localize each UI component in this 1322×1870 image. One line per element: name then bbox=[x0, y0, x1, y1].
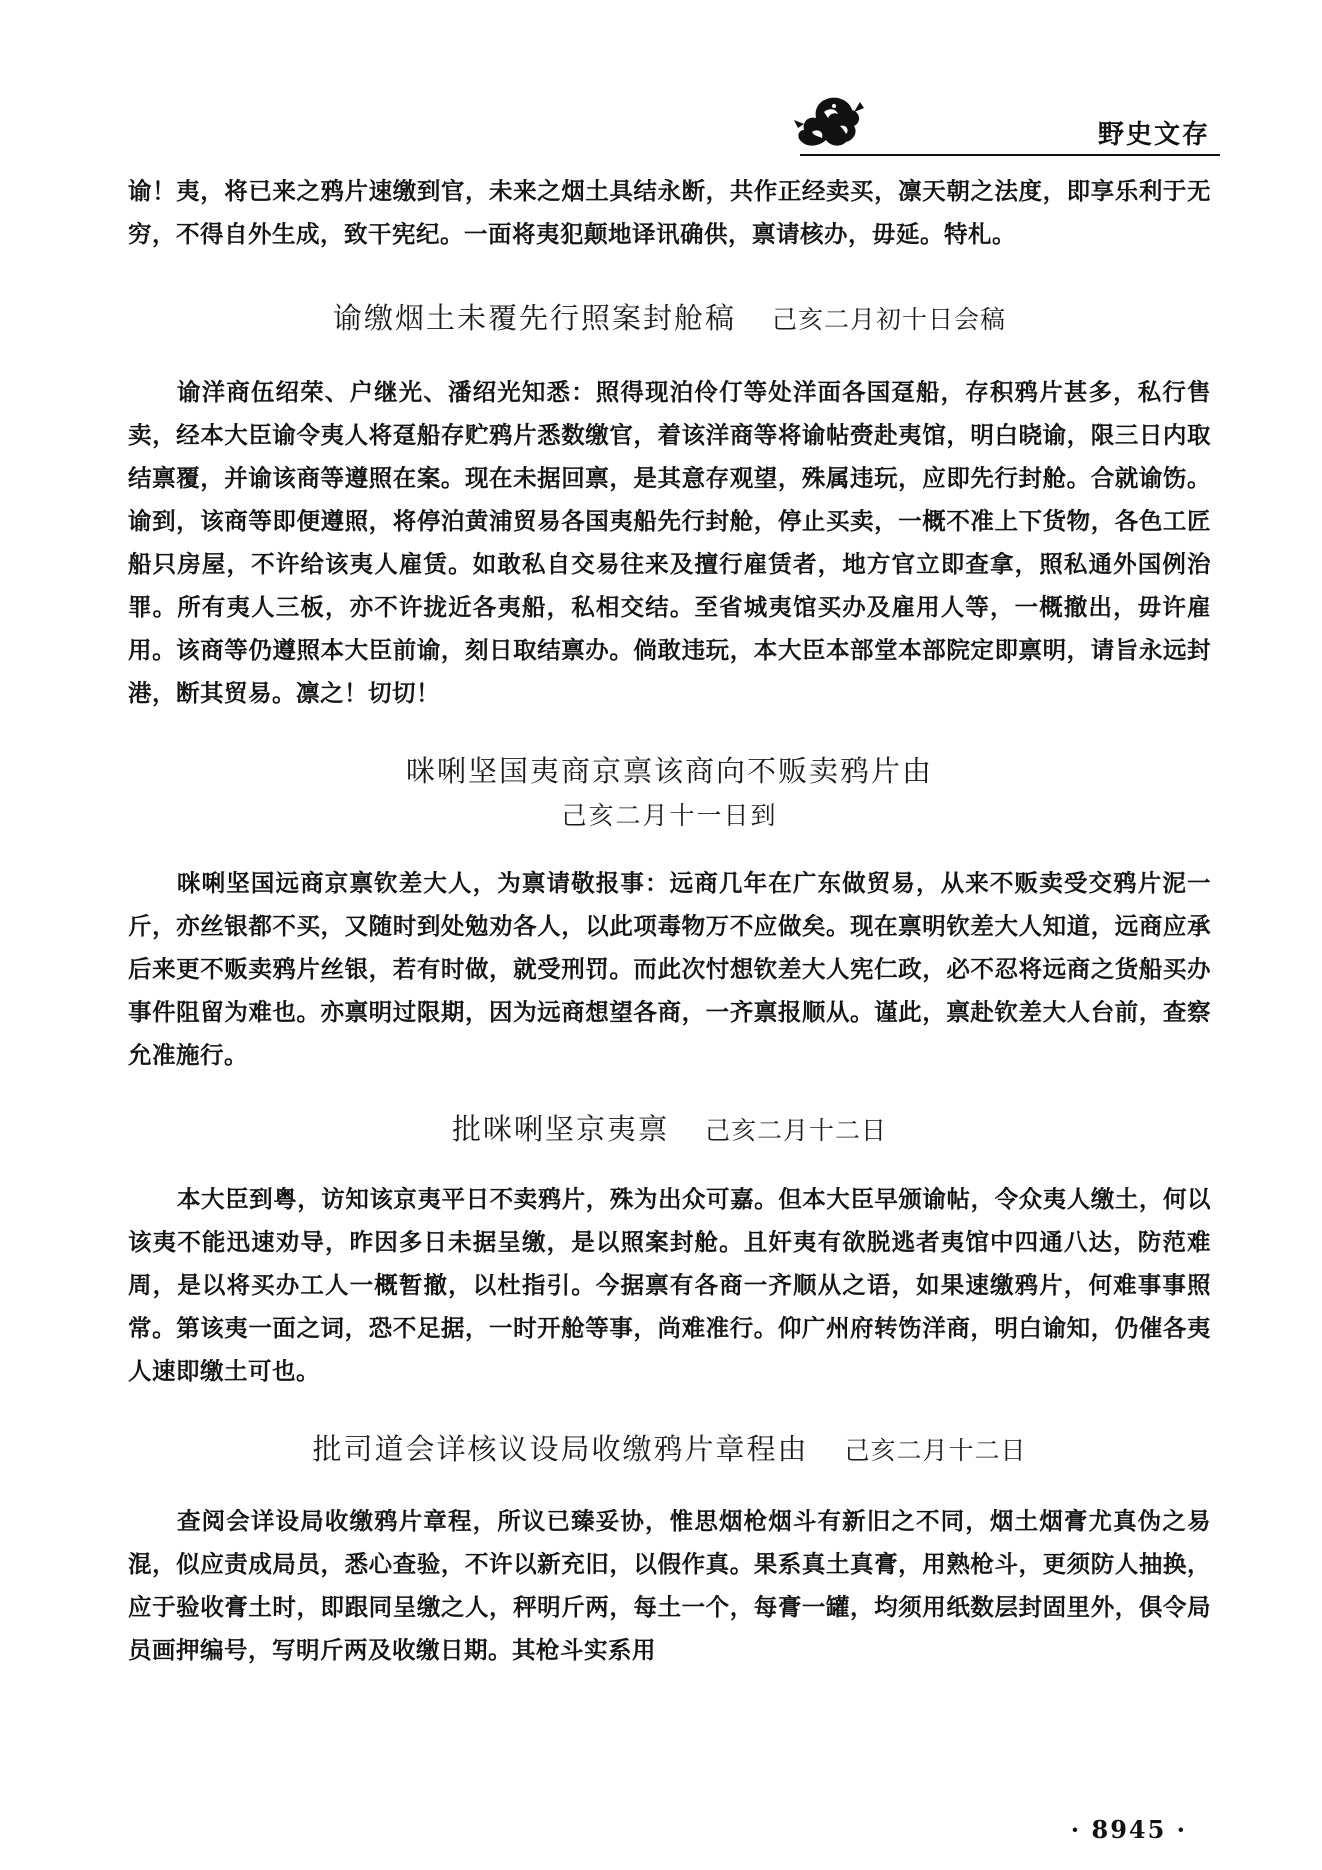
main-content bbox=[128, 170, 1211, 1672]
paragraph: 谕！夷，将已来之鸦片速缴到官，未来之烟土具结永断，共作正经卖买，凛天朝之法度，即享乐利于无穷，不得自外生成，致干宪纪。一面将夷犯颠地译讯确供，禀请核办，毋延。特札。 bbox=[128, 177, 1211, 248]
running-header bbox=[790, 90, 1220, 160]
section-heading bbox=[128, 1427, 1211, 1468]
dragon-emblem-icon bbox=[790, 90, 870, 156]
paragraph: 咪唎坚国远商京禀钦差大人，为禀请敬报事：远商几年在广东做贸易，从来不贩卖受交鸦片泥一斤，亦丝银都不买，又随时到处勉劝各人，以此项毒物万不应做矣。现在禀明钦差大人知道，远商应承后来更不贩卖鸦片丝银，若有时做，就受刑罚。而此次忖想钦差大人宪仁政，必不忍将远商之货船买办事件阻留为难也。亦禀明过限期，因为远商想望各商，一齐禀报顺从。谨此，禀赴钦差大人台前，查察允准施行。 bbox=[128, 869, 1211, 1069]
paragraph: 谕洋商伍绍荣、户继光、潘绍光知悉：照得现泊伶仃等处洋面各国趸船，存积鸦片甚多，私行售卖，经本大臣谕令夷人将趸船存贮鸦片悉数缴官，着该洋商等将谕帖赍赴夷馆，明白晓谕，限三日内取结禀覆，并谕该商等遵照在案。现在未据回禀，是其意存观望，殊属违玩，应即先行封舱。合就谕饬。谕到，该商等即便遵照，将停泊黄浦贸易各国夷船先行封舱，停止买卖，一概不准上下货物，各色工匠船只房屋，不许给该夷人雇赁。如敢私自交易往来及擅行雇赁者，地方官立即查拿，照私通外国例治罪。所有夷人三板，亦不许拢近各夷船，私相交结。至省城夷馆买办及雇用人等，一概撤出，毋许雇用。该商等仍遵照本大臣前谕，刻日取结禀办。倘敢违玩，本大臣本部堂本部院定即禀明，请旨永远封港，断其贸易。凛之！切切！ bbox=[128, 378, 1211, 707]
heading-date: 己亥二月十二日 bbox=[705, 1116, 888, 1145]
heading-title: 批司道会详核议设局收缴鸦片章程由 bbox=[312, 1432, 809, 1466]
heading-title: 咪唎坚国夷商京禀该商向不贩卖鸦片由 bbox=[405, 754, 933, 788]
section-heading bbox=[128, 296, 1211, 337]
page-number: · 8945 · bbox=[1070, 1815, 1187, 1844]
section-heading bbox=[128, 749, 1211, 790]
heading-date: 己亥二月十一日到 bbox=[561, 801, 778, 830]
section-heading bbox=[128, 1107, 1211, 1148]
paragraph: 查阅会详设局收缴鸦片章程，所议已臻妥协，惟思烟枪烟斗有新旧之不同，烟土烟膏尤真伪之易混，似应责成局员，悉心查验，不许以新充旧，以假作真。果系真土真膏，用熟枪斗，更须防人抽换，应于验收膏土时，即跟同呈缴之人，秤明斤两，每土一个，每膏一罐，均须用纸数层封固里外，俱令局员画押编号，写明斤两及收缴日期。其枪斗实系用 bbox=[128, 1507, 1211, 1664]
heading-title: 谕缴烟土未覆先行照案封舱稿 bbox=[332, 301, 736, 335]
header-title: 野史文存 bbox=[1097, 120, 1210, 150]
header-rule bbox=[800, 154, 1220, 156]
heading-date: 己亥二月初十日会稿 bbox=[772, 305, 1007, 334]
paragraph: 本大臣到粤，访知该京夷平日不卖鸦片，殊为出众可嘉。但本大臣早颁谕帖，令众夷人缴土，何以该夷不能迅速劝导，昨因多日未据呈缴，是以照案封舱。且奸夷有欲脱逃者夷馆中四通八达，防范难周，是以将买办工人一概暂撤，以杜指引。今据禀有各商一齐顺从之语，如果速缴鸦片，何难事事照常。第该夷一面之词，恐不足据，一时开舱等事，尚难准行。仰广州府转饬洋商，明白谕知，仍催各夷人速即缴土可也。 bbox=[128, 1185, 1211, 1385]
heading-date: 己亥二月十二日 bbox=[844, 1436, 1027, 1465]
heading-title: 批咪唎坚京夷禀 bbox=[451, 1112, 669, 1146]
